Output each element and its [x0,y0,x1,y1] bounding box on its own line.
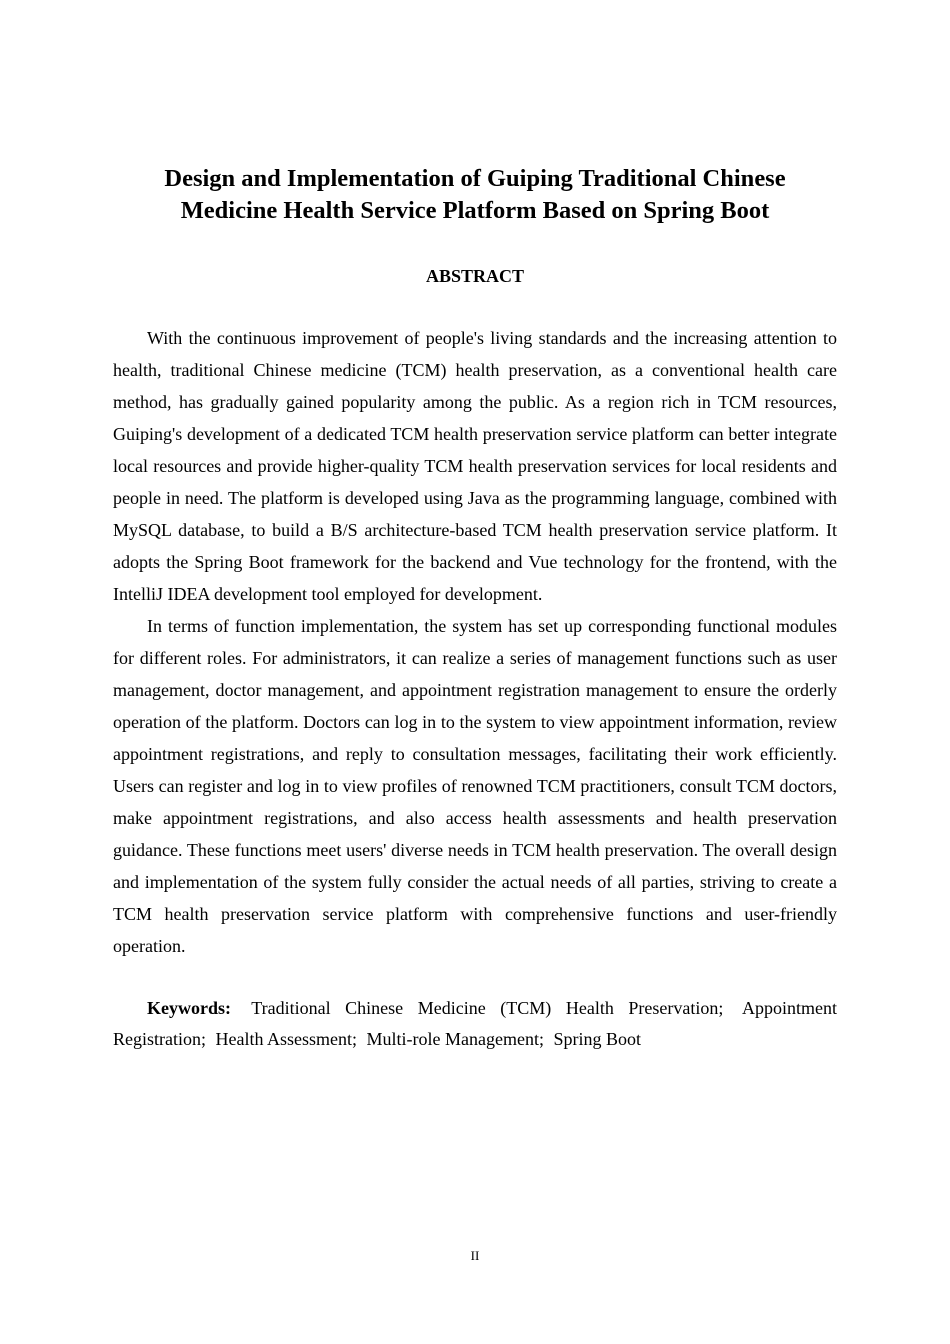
page-number: II [470,1248,480,1263]
keywords-line [113,993,837,1055]
paper-title-line-2: Medicine Health Service Platform Based on Spring Boot [180,197,770,224]
keyword-item: Traditional Chinese Medicine (TCM) Health Preservation; [251,998,724,1018]
keyword-item: Spring Boot [553,1029,641,1049]
abstract-paragraph-2: In terms of function implementation, the system has set up corresponding functional modules for different roles. For administrators, it can realize a series of management functions such as user management, doctor management, and appointment registration management to ensure the orderly operation of the platform. Doctors can log in to the system to view appointment information, review appointment registrations, and reply to consultation messages, facilitating their work efficiently. Users can register and log in to view profiles of renowned TCM practitioners, consult TCM doctors, make appointment registrations, and also access health assessments and health preservation guidance. These functions meet users' diverse needs in TCM health preservation. The overall design and implementation of the system fully consider the actual needs of all parties, striving to create a TCM health preservation service platform with comprehensive functions and user-friendly operation. [113,616,837,956]
keywords-label: Keywords: [147,998,231,1018]
keyword-item: Appointment Registration; [113,998,837,1049]
abstract-heading: ABSTRACT [425,266,525,286]
abstract-paragraph-1: With the continuous improvement of people's living standards and the increasing attention to health, traditional Chinese medicine (TCM) health preservation, as a conventional health care method, has gradually gained popularity among the public. As a region rich in TCM resources, Guiping's development of a dedicated TCM health preservation service platform can better integrate local resources and provide higher-quality TCM health preservation services for local residents and people in need. The platform is developed using Java as the programming language, combined with MySQL database, to build a B/S architecture-based TCM health preservation service platform. It adopts the Spring Boot framework for the backend and Vue technology for the frontend, with the IntelliJ IDEA development tool employed for development. [113,328,837,604]
paper-title [100,163,850,227]
abstract-body [113,322,837,962]
keyword-item: Health Assessment; [215,1029,357,1049]
keyword-item: Multi-role Management; [366,1029,544,1049]
paper-title-line-1: Design and Implementation of Guiping Traditional Chinese [164,165,786,192]
